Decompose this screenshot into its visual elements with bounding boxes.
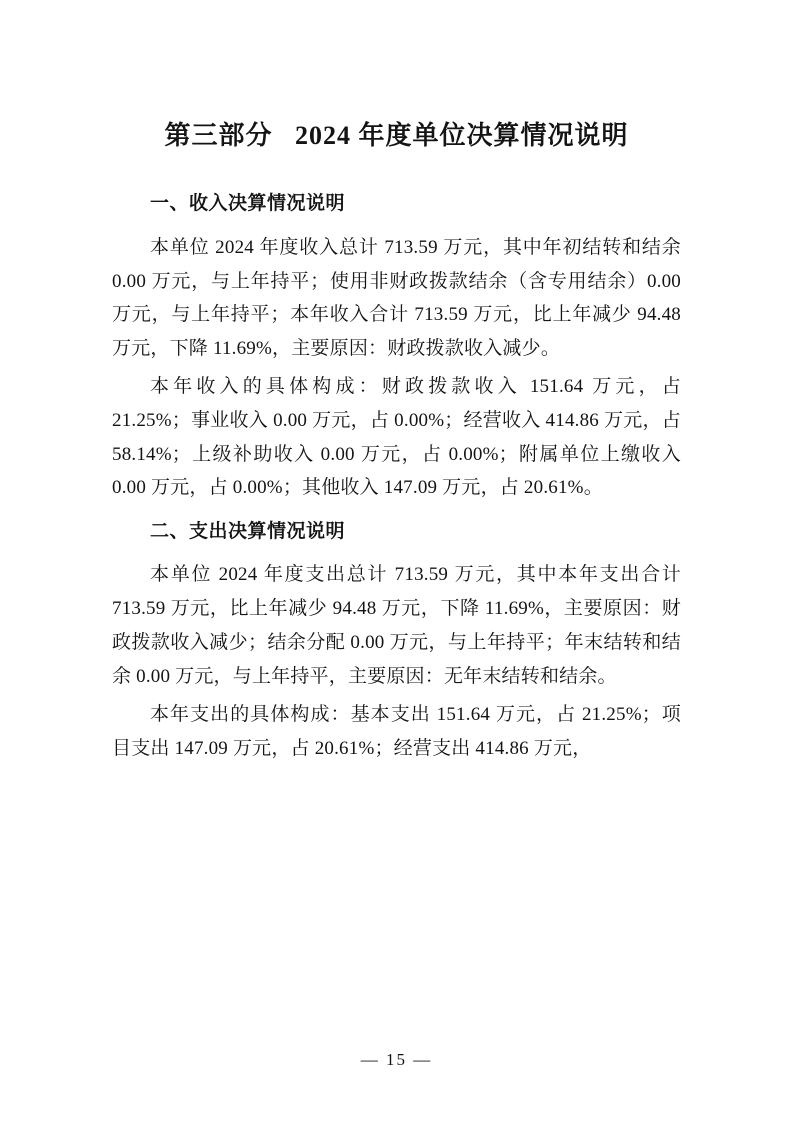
section-heading-expenditure: 二、支出决算情况说明: [150, 521, 346, 543]
section-spacer: [112, 509, 681, 516]
paragraph-income-composition: 本年收入的具体构成：财政拨款收入 151.64 万元，占 21.25%；事业收入 0.00 万元，占 0.00%；经营收入 414.86 万元，占 58.14%；上级补助收入 0.00 万元，占 0.00%；附属单位上缴收入 0.00 万元，占 0.00%；其他收入 147.09 万元，占 20.61%。: [112, 375, 681, 499]
section-heading-income: 一、收入决算情况说明: [150, 193, 346, 215]
page-number: — 15 —: [360, 1050, 433, 1069]
paragraph-expenditure-composition: 本年支出的具体构成：基本支出 151.64 万元，占 21.25%；项目支出 147.09 万元，占 20.61%；经营支出 414.86 万元，: [112, 703, 681, 759]
paragraph-expenditure-total: 本单位 2024 年度支出总计 713.59 万元，其中本年支出合计 713.59 万元，比上年减少 94.48 万元，下降 11.69%，主要原因：财政拨款收入减少；结余分配 0.00 万元，与上年持平；年末结转和结余 0.00 万元，与上年持平，主要原因：无年末结转和结余。: [112, 564, 681, 687]
page-title: 第三部分 2024 年度单位决算情况说明: [164, 121, 629, 150]
paragraph-income-total: 本单位 2024 年度收入总计 713.59 万元，其中年初结转和结余 0.00 万元，与上年持平；使用非财政拨款结余（含专用结余）0.00 万元，与上年持平；本年收入合计 713.59 万元，比上年减少 94.48 万元，下降 11.69%，主要原因：财政拨款收入减少。: [112, 236, 681, 360]
